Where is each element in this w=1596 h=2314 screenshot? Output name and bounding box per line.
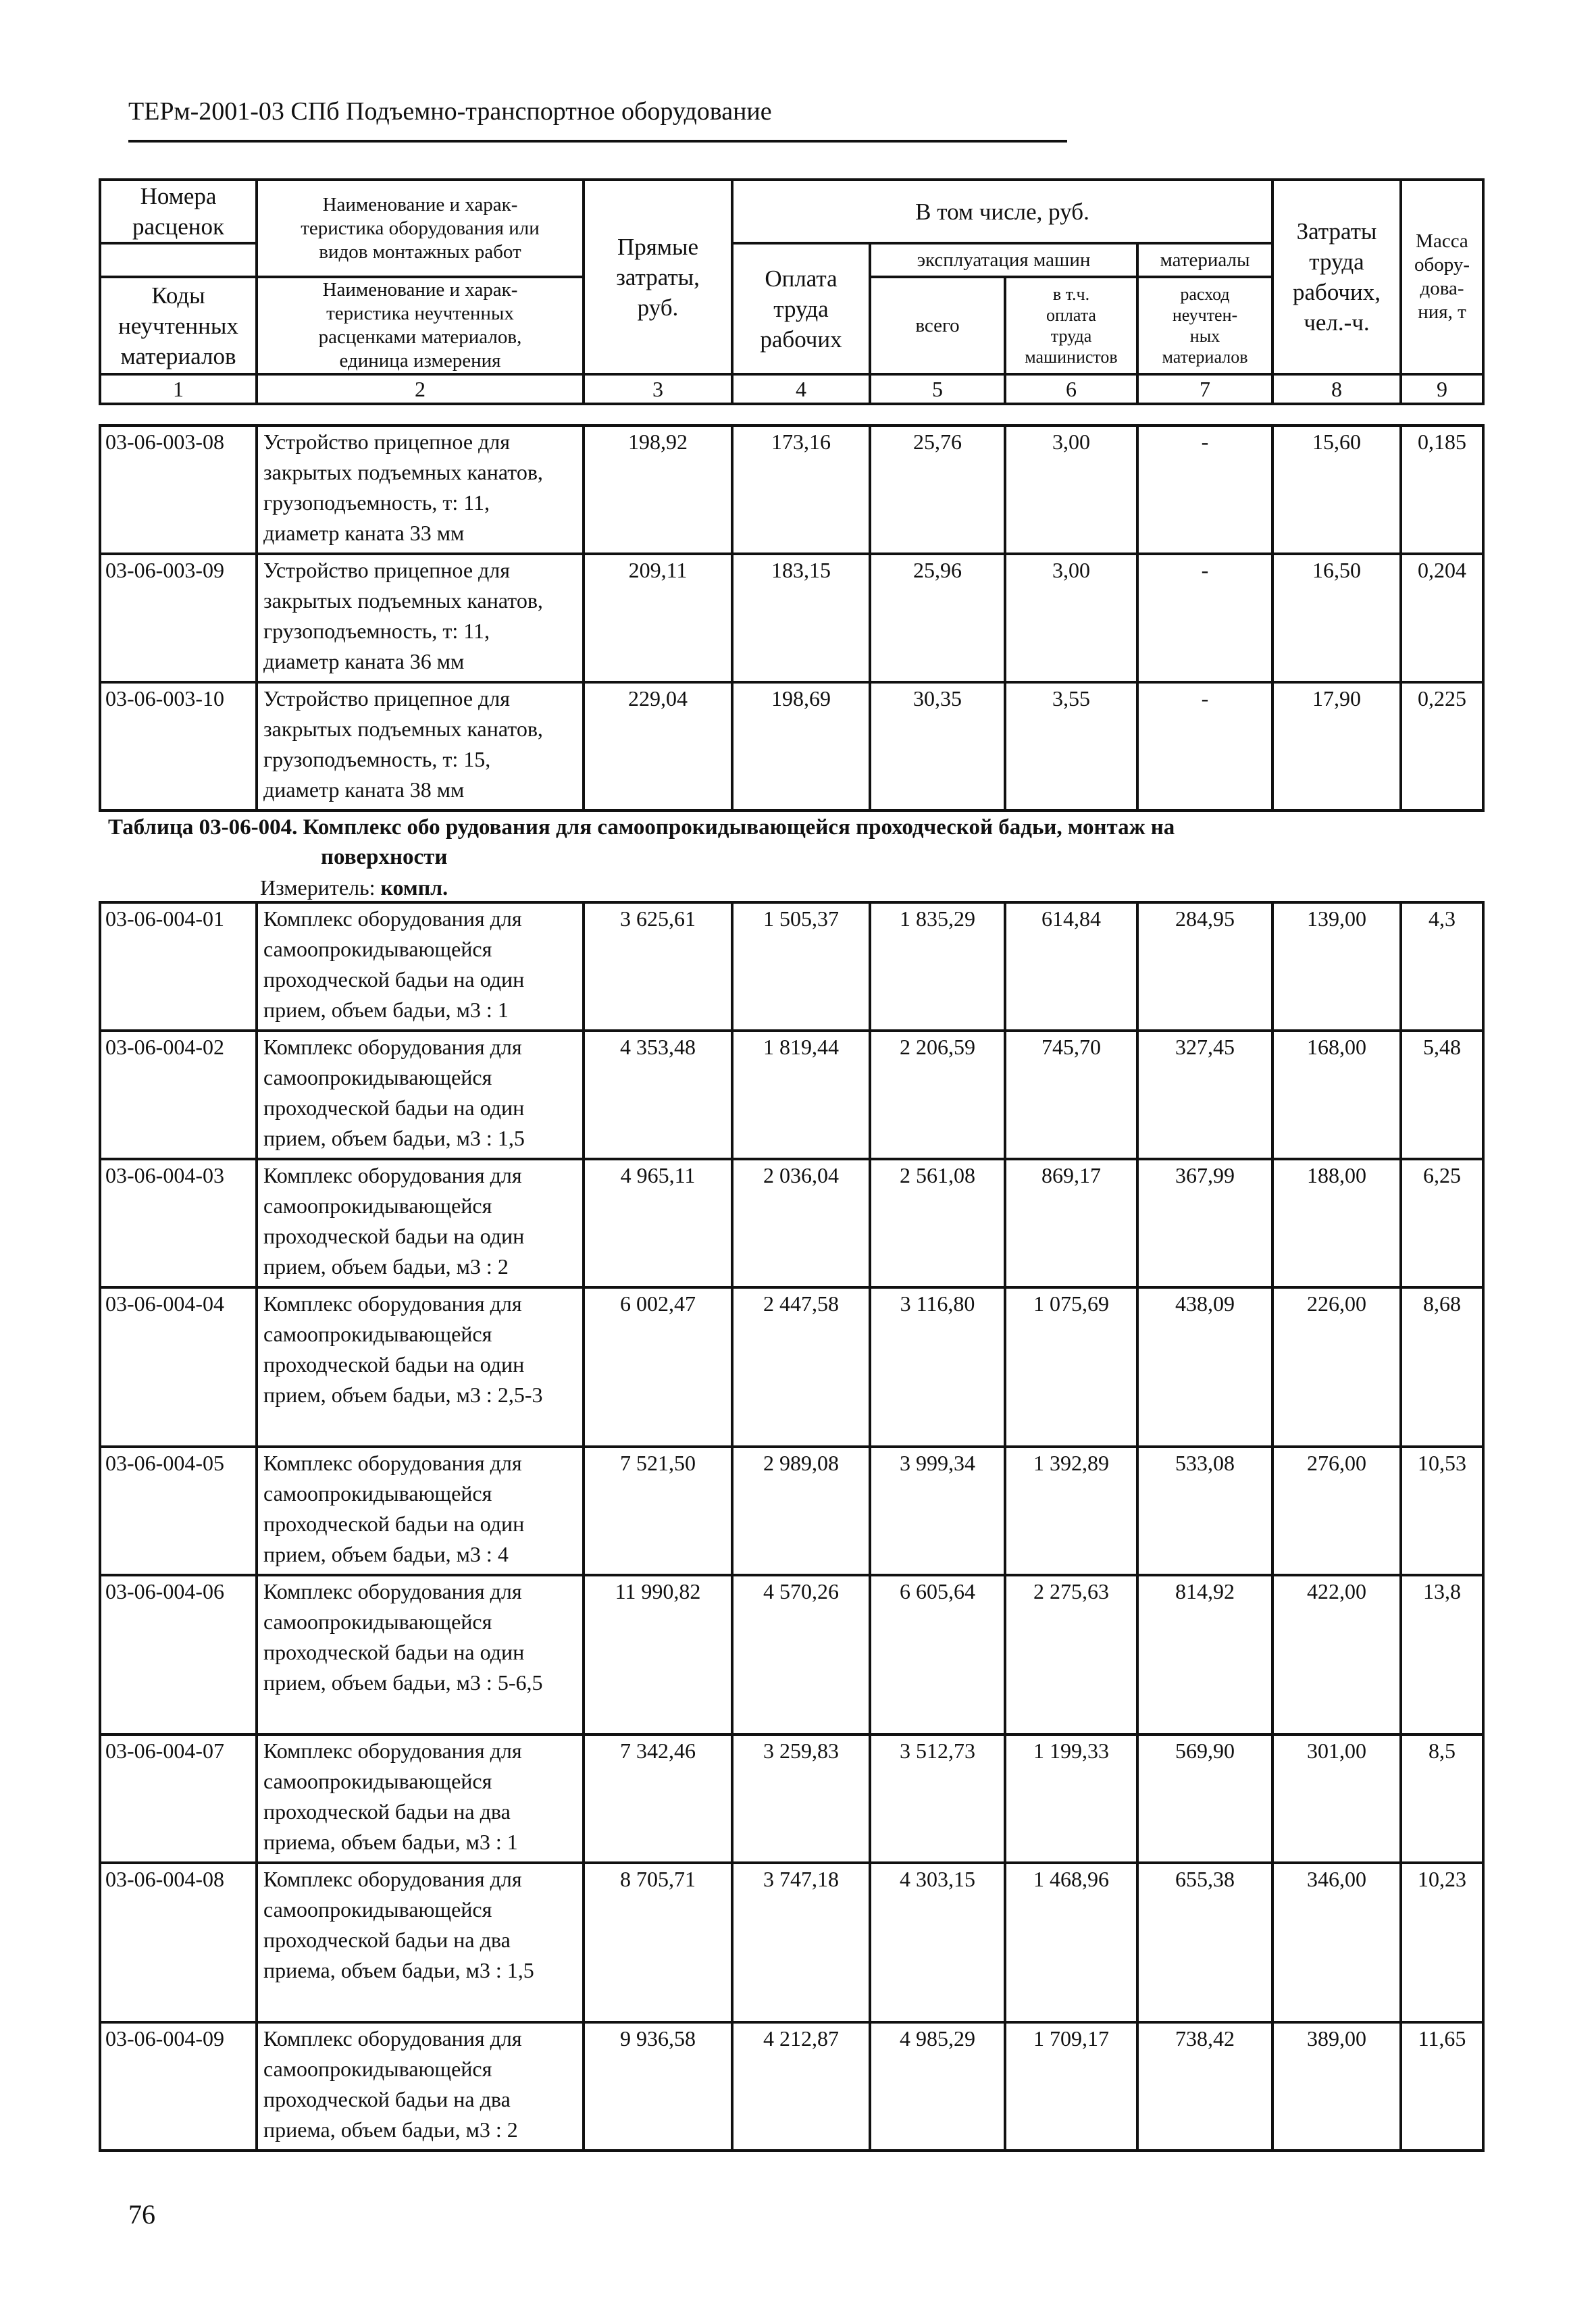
rate-description-line: прием, объем бадьи, м3 : 1,5 (263, 1126, 525, 1150)
header-rate-numbers-cont (100, 243, 257, 277)
rate-description (257, 1447, 584, 1575)
cell-materials: - (1137, 554, 1272, 682)
rate-description-line: приема, объем бадьи, м3 : 1 (263, 1830, 518, 1854)
cell-materials: 655,38 (1137, 1863, 1272, 2022)
rate-code: 03-06-004-04 (100, 1287, 257, 1447)
column-number: 5 (870, 374, 1005, 404)
rate-description-line: Комплекс оборудования для (263, 2026, 522, 2051)
cell-direct: 9 936,58 (584, 2022, 732, 2151)
rate-description-line: самоопрокидывающейся (263, 1481, 492, 1506)
page-header-title: ТЕРм-2001-03 СПб Подъемно-транспортное оборудование (128, 97, 772, 126)
rate-description-line: закрытых подъемных канатов, (263, 717, 543, 741)
cell-machines-total: 30,35 (870, 682, 1005, 811)
cell-labor: 4 570,26 (732, 1575, 870, 1734)
rate-description (257, 1287, 584, 1447)
cell-labor: 173,16 (732, 426, 870, 554)
column-header-table (99, 178, 1485, 405)
unit-of-measure (260, 874, 448, 901)
cell-labor: 1 819,44 (732, 1031, 870, 1159)
table-row (100, 1863, 1483, 2022)
page-number: 76 (128, 2199, 155, 2230)
header-rate-numbers: Номера расценок (100, 180, 257, 243)
rate-description-line: проходческой бадьи на один (263, 967, 525, 992)
header-machine-operation: эксплуатация машин (870, 243, 1137, 277)
cell-machines-total: 6 605,64 (870, 1575, 1005, 1734)
cell-labor-hours: 389,00 (1272, 2022, 1401, 2151)
rate-description-line: проходческой бадьи на один (263, 1096, 525, 1120)
cell-materials: - (1137, 426, 1272, 554)
cell-labor: 4 212,87 (732, 2022, 870, 2151)
cell-labor: 2 036,04 (732, 1159, 870, 1287)
cell-machinists: 3,55 (1005, 682, 1137, 811)
table-row (100, 682, 1483, 811)
cell-machines-total: 25,96 (870, 554, 1005, 682)
cell-materials: 367,99 (1137, 1159, 1272, 1287)
rate-description-line: закрытых подъемных канатов, (263, 588, 543, 613)
header-labor-pay: Оплата труда рабочих (732, 243, 870, 374)
rate-description-line: Комплекс оборудования для (263, 906, 522, 931)
rate-description-line: самоопрокидывающейся (263, 1610, 492, 1634)
cell-machines-total: 4 303,15 (870, 1863, 1005, 2022)
cell-mass: 0,225 (1401, 682, 1483, 811)
header-name-top: Наименование и харак- теристика оборудования или видов монтажных работ (257, 180, 584, 277)
cell-mass: 0,204 (1401, 554, 1483, 682)
rate-description (257, 1159, 584, 1287)
cell-mass: 6,25 (1401, 1159, 1483, 1287)
rate-code: 03-06-004-05 (100, 1447, 257, 1575)
header-materials: материалы (1137, 243, 1272, 277)
cell-materials: 284,95 (1137, 902, 1272, 1031)
cell-labor-hours: 16,50 (1272, 554, 1401, 682)
cell-machinists: 614,84 (1005, 902, 1137, 1031)
rate-description-line: Комплекс оборудования для (263, 1867, 522, 1891)
header-machines-total: всего (870, 277, 1005, 374)
rate-description-line: Комплекс оборудования для (263, 1035, 522, 1059)
column-number: 8 (1272, 374, 1401, 404)
rate-description-line: самоопрокидывающейся (263, 1193, 492, 1218)
rate-code: 03-06-004-09 (100, 2022, 257, 2151)
cell-labor-hours: 346,00 (1272, 1863, 1401, 2022)
header-unaccounted-materials: расход неучтен- ных материалов (1137, 277, 1272, 374)
rate-description-line: грузоподъемность, т: 11, (263, 619, 490, 643)
cell-direct: 7 521,50 (584, 1447, 732, 1575)
table-row (100, 1159, 1483, 1287)
rate-description-line: приема, объем бадьи, м3 : 2 (263, 2117, 518, 2142)
unit-value: компл. (380, 875, 448, 900)
table-row (100, 902, 1483, 1031)
cell-labor-hours: 301,00 (1272, 1734, 1401, 1863)
rate-description (257, 2022, 584, 2151)
rate-description-line: грузоподъемность, т: 11, (263, 490, 490, 515)
header-rule (128, 140, 1067, 143)
cell-machinists: 3,00 (1005, 426, 1137, 554)
rate-description-line: проходческой бадьи на один (263, 1224, 525, 1248)
rate-description (257, 902, 584, 1031)
cell-direct: 11 990,82 (584, 1575, 732, 1734)
column-number: 1 (100, 374, 257, 404)
header-group-title: В том числе, руб. (732, 180, 1272, 243)
cell-labor: 3 747,18 (732, 1863, 870, 2022)
cell-mass: 8,68 (1401, 1287, 1483, 1447)
cell-machines-total: 3 512,73 (870, 1734, 1005, 1863)
cell-materials: 327,45 (1137, 1031, 1272, 1159)
rate-description-line: грузоподъемность, т: 15, (263, 747, 491, 771)
cell-labor-hours: 188,00 (1272, 1159, 1401, 1287)
cell-mass: 11,65 (1401, 2022, 1483, 2151)
cell-direct: 7 342,46 (584, 1734, 732, 1863)
column-number: 4 (732, 374, 870, 404)
cell-labor: 3 259,83 (732, 1734, 870, 1863)
cell-machinists: 3,00 (1005, 554, 1137, 682)
cell-machinists: 2 275,63 (1005, 1575, 1137, 1734)
rate-description-line: самоопрокидывающейся (263, 2057, 492, 2081)
cell-machines-total: 1 835,29 (870, 902, 1005, 1031)
cell-machines-total: 25,76 (870, 426, 1005, 554)
header-direct-costs: Прямые затраты, руб. (584, 180, 732, 374)
cell-direct: 3 625,61 (584, 902, 732, 1031)
rate-description-line: Комплекс оборудования для (263, 1739, 522, 1763)
rate-description-line: прием, объем бадьи, м3 : 4 (263, 1542, 509, 1566)
cell-labor-hours: 422,00 (1272, 1575, 1401, 1734)
cell-mass: 0,185 (1401, 426, 1483, 554)
cell-machinists: 1 392,89 (1005, 1447, 1137, 1575)
rate-description-line: Комплекс оборудования для (263, 1579, 522, 1603)
cell-labor: 2 989,08 (732, 1447, 870, 1575)
rates-table-004 (99, 901, 1485, 2152)
rate-description (257, 1863, 584, 2022)
rate-code: 03-06-004-07 (100, 1734, 257, 1863)
rate-description-line: закрытых подъемных канатов, (263, 460, 543, 484)
cell-machines-total: 4 985,29 (870, 2022, 1005, 2151)
table-caption-line: Таблица 03-06-004. Комплекс обо рудования для самоопрокидывающейся проходческой бадьи, монтаж на (108, 815, 1175, 840)
cell-machines-total: 3 999,34 (870, 1447, 1005, 1575)
cell-machinists: 1 709,17 (1005, 2022, 1137, 2151)
header-labor-hours: Затраты труда рабочих, чел.-ч. (1272, 180, 1401, 374)
rate-code: 03-06-003-09 (100, 554, 257, 682)
rate-description-line: Устройство прицепное для (263, 686, 510, 711)
table-caption-line: поверхности (321, 845, 448, 869)
table-row (100, 2022, 1483, 2151)
column-number: 6 (1005, 374, 1137, 404)
table-row (100, 554, 1483, 682)
table-row (100, 1575, 1483, 1734)
rate-description-line: проходческой бадьи на два (263, 1928, 511, 1952)
cell-materials: - (1137, 682, 1272, 811)
cell-direct: 198,92 (584, 426, 732, 554)
table-row (100, 1734, 1483, 1863)
column-number: 9 (1401, 374, 1483, 404)
rate-description-line: проходческой бадьи на два (263, 1799, 511, 1824)
rate-description (257, 426, 584, 554)
rate-description-line: Устройство прицепное для (263, 430, 510, 454)
rate-code: 03-06-004-03 (100, 1159, 257, 1287)
table-row (100, 1287, 1483, 1447)
cell-machines-total: 2 561,08 (870, 1159, 1005, 1287)
cell-labor-hours: 168,00 (1272, 1031, 1401, 1159)
cell-mass: 13,8 (1401, 1575, 1483, 1734)
rate-description-line: Устройство прицепное для (263, 558, 510, 582)
rate-code: 03-06-004-02 (100, 1031, 257, 1159)
cell-mass: 4,3 (1401, 902, 1483, 1031)
header-equipment-mass: Масса обору- дова- ния, т (1401, 180, 1483, 374)
rate-code: 03-06-004-01 (100, 902, 257, 1031)
rates-table-003 (99, 424, 1485, 812)
rate-description (257, 554, 584, 682)
rate-description-line: самоопрокидывающейся (263, 1897, 492, 1922)
cell-machinists: 1 075,69 (1005, 1287, 1137, 1447)
cell-direct: 6 002,47 (584, 1287, 732, 1447)
cell-mass: 5,48 (1401, 1031, 1483, 1159)
rate-description-line: прием, объем бадьи, м3 : 5-6,5 (263, 1670, 543, 1695)
cell-materials: 814,92 (1137, 1575, 1272, 1734)
rate-description (257, 682, 584, 811)
table-caption (108, 813, 1290, 872)
cell-machines-total: 3 116,80 (870, 1287, 1005, 1447)
rate-description-line: Комплекс оборудования для (263, 1451, 522, 1475)
cell-labor-hours: 139,00 (1272, 902, 1401, 1031)
cell-direct: 4 353,48 (584, 1031, 732, 1159)
cell-labor: 198,69 (732, 682, 870, 811)
cell-direct: 209,11 (584, 554, 732, 682)
rate-description-line: прием, объем бадьи, м3 : 2,5-3 (263, 1383, 543, 1407)
column-number: 3 (584, 374, 732, 404)
rate-description-line: диаметр каната 38 мм (263, 777, 465, 802)
header-name-bottom: Наименование и харак- теристика неучтенных расценками материалов, единица измерения (257, 277, 584, 374)
header-material-codes: Коды неучтенных материалов (100, 277, 257, 374)
table-row (100, 1447, 1483, 1575)
cell-machinists: 1 468,96 (1005, 1863, 1137, 2022)
rate-description-line: самоопрокидывающейся (263, 1769, 492, 1793)
cell-machinists: 869,17 (1005, 1159, 1137, 1287)
cell-direct: 229,04 (584, 682, 732, 811)
cell-labor: 2 447,58 (732, 1287, 870, 1447)
column-number: 2 (257, 374, 584, 404)
cell-labor-hours: 276,00 (1272, 1447, 1401, 1575)
table-row (100, 426, 1483, 554)
rate-description-line: приема, объем бадьи, м3 : 1,5 (263, 1958, 534, 1982)
rate-description-line: Комплекс оборудования для (263, 1291, 522, 1316)
rate-description (257, 1734, 584, 1863)
rate-description-line: самоопрокидывающейся (263, 1322, 492, 1346)
header-machinists-pay: в т.ч. оплата труда машинистов (1005, 277, 1137, 374)
rate-description (257, 1031, 584, 1159)
rate-description-line: проходческой бадьи на один (263, 1512, 525, 1536)
unit-label: Измеритель: (260, 875, 376, 900)
rate-description-line: проходческой бадьи на два (263, 2087, 511, 2111)
cell-machinists: 1 199,33 (1005, 1734, 1137, 1863)
rate-description-line: прием, объем бадьи, м3 : 1 (263, 998, 509, 1022)
cell-direct: 8 705,71 (584, 1863, 732, 2022)
cell-materials: 533,08 (1137, 1447, 1272, 1575)
cell-materials: 569,90 (1137, 1734, 1272, 1863)
column-number: 7 (1137, 374, 1272, 404)
cell-direct: 4 965,11 (584, 1159, 732, 1287)
cell-materials: 738,42 (1137, 2022, 1272, 2151)
rate-code: 03-06-004-08 (100, 1863, 257, 2022)
table-row (100, 1031, 1483, 1159)
rate-code: 03-06-004-06 (100, 1575, 257, 1734)
rate-code: 03-06-003-08 (100, 426, 257, 554)
rate-description (257, 1575, 584, 1734)
rate-description-line: диаметр каната 36 мм (263, 649, 465, 673)
cell-labor-hours: 15,60 (1272, 426, 1401, 554)
cell-mass: 10,23 (1401, 1863, 1483, 2022)
rate-description-line: прием, объем бадьи, м3 : 2 (263, 1254, 509, 1279)
cell-machines-total: 2 206,59 (870, 1031, 1005, 1159)
rate-description-line: проходческой бадьи на один (263, 1640, 525, 1664)
rate-description-line: проходческой бадьи на один (263, 1352, 525, 1377)
rate-description-line: самоопрокидывающейся (263, 937, 492, 961)
rate-description-line: самоопрокидывающейся (263, 1065, 492, 1089)
cell-mass: 8,5 (1401, 1734, 1483, 1863)
rate-description-line: диаметр каната 33 мм (263, 521, 465, 545)
cell-labor-hours: 17,90 (1272, 682, 1401, 811)
cell-labor: 1 505,37 (732, 902, 870, 1031)
cell-labor-hours: 226,00 (1272, 1287, 1401, 1447)
cell-mass: 10,53 (1401, 1447, 1483, 1575)
cell-machinists: 745,70 (1005, 1031, 1137, 1159)
rate-description-line: Комплекс оборудования для (263, 1163, 522, 1187)
cell-labor: 183,15 (732, 554, 870, 682)
cell-materials: 438,09 (1137, 1287, 1272, 1447)
rate-code: 03-06-003-10 (100, 682, 257, 811)
